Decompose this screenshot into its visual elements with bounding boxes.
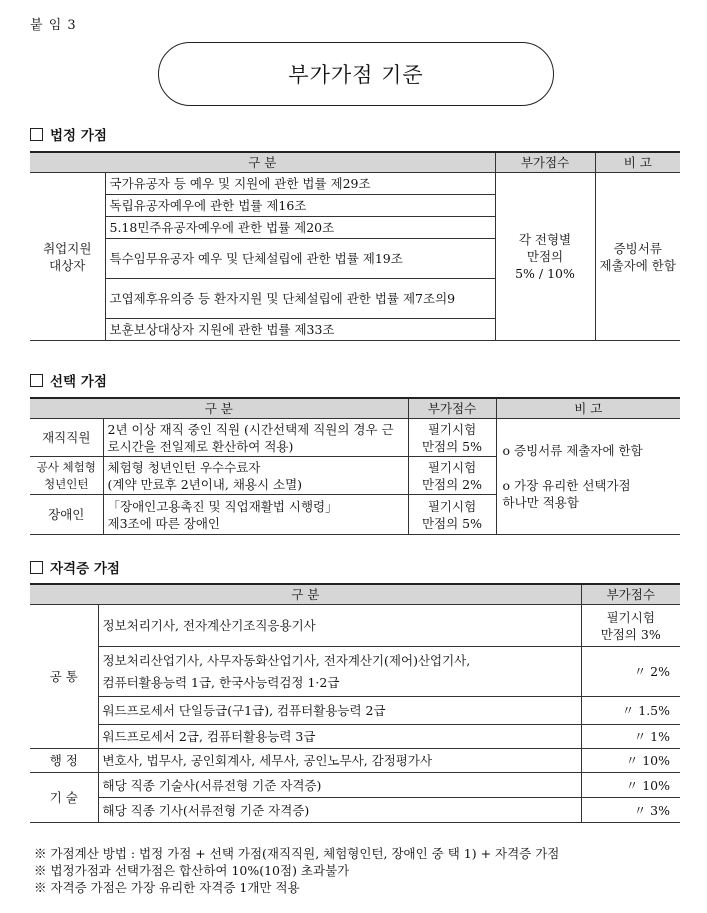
cert-row-desc: 변호사, 법무사, 공인회계사, 세무사, 공인노무사, 감정평가사 bbox=[98, 749, 581, 773]
cert-row-score: 〃 10% bbox=[581, 773, 680, 798]
optional-row-desc: 「장애인고용촉진 및 직업재활법 시행령」 제3조에 따른 장애인 bbox=[103, 495, 408, 535]
cert-row-desc: 워드프로세서 2급, 컴퓨터활용능력 3급 bbox=[98, 725, 581, 749]
cert-row-desc: 해당 직종 기사(서류전형 기준 자격증) bbox=[98, 798, 581, 823]
legal-header-score: 부가점수 bbox=[495, 152, 595, 173]
footnote: ※ 자격증 가점은 가장 유리한 자격증 1개만 적용 bbox=[34, 880, 300, 895]
legal-law-item: 5.18민주유공자예우에 관한 법률 제20조 bbox=[105, 217, 495, 239]
cert-row-score: 필기시험 만점의 3% bbox=[581, 605, 680, 647]
optional-row-desc: 체험형 청년인턴 우수수료자 (계약 만료후 2년이내, 채용시 소멸) bbox=[103, 457, 408, 495]
legal-header-note: 비 고 bbox=[595, 152, 680, 173]
section-optional-title: 선택 가점 bbox=[50, 374, 107, 390]
cert-row-desc: 정보처리기사, 전자계산기조직응용기사 bbox=[98, 605, 581, 647]
cert-row-desc: 워드프로세서 단일등급(구1급), 컴퓨터활용능력 2급 bbox=[98, 697, 581, 725]
section-cert-title: 자격증 가점 bbox=[50, 561, 120, 577]
attachment-label: 붙 임 3 bbox=[30, 18, 77, 33]
optional-header-note: 비 고 bbox=[496, 398, 680, 419]
optional-row-category: 재직직원 bbox=[30, 419, 103, 457]
section-cert-heading bbox=[30, 557, 120, 577]
optional-row-score: 필기시험 만점의 5% bbox=[408, 495, 496, 535]
legal-note: 증빙서류 제출자에 한함 bbox=[595, 173, 680, 341]
legal-header-category: 구 분 bbox=[30, 152, 495, 173]
optional-row-category: 장애인 bbox=[30, 495, 103, 535]
optional-table bbox=[30, 397, 680, 535]
cert-row-desc: 해당 직종 기술사(서류전형 기준 자격증) bbox=[98, 773, 581, 798]
cert-row-desc: 정보처리산업기사, 사무자동화산업기사, 전자계산기(제어)산업기사, 컴퓨터활용능력 1급, 한국사능력검정 1·2급 bbox=[98, 647, 581, 697]
legal-law-item: 고엽제후유의증 등 환자지원 및 단체설립에 관한 법률 제7조의9 bbox=[105, 279, 495, 319]
checkbox-square-icon bbox=[30, 561, 43, 574]
footnote: ※ 법정가점과 선택가점은 합산하여 10%(10점) 초과불가 bbox=[34, 863, 350, 878]
optional-row-score: 필기시험 만점의 2% bbox=[408, 457, 496, 495]
optional-row-score: 필기시험 만점의 5% bbox=[408, 419, 496, 457]
cert-common-label: 공 통 bbox=[30, 605, 98, 749]
legal-law-item: 특수임무유공자 예우 및 단체설립에 관한 법률 제19조 bbox=[105, 239, 495, 279]
optional-note-cell bbox=[496, 419, 680, 535]
legal-score: 각 전형별 만점의 5% / 10% bbox=[495, 173, 595, 341]
optional-note-evidence: o 증빙서류 제출자에 한함 bbox=[502, 443, 643, 458]
optional-header-category: 구 분 bbox=[30, 398, 408, 419]
footnote: ※ 가점계산 방법 : 법정 가점 + 선택 가점(재직직원, 체험형인턴, 장애인 중 택 1) + 자격증 가점 bbox=[34, 846, 560, 861]
cert-table bbox=[30, 583, 680, 823]
optional-note-choose-one: o 가장 유리한 선택가점 하나만 적용함 bbox=[502, 478, 631, 510]
section-legal-title: 법정 가점 bbox=[50, 128, 107, 144]
section-legal-heading bbox=[30, 124, 107, 144]
optional-header-score: 부가점수 bbox=[408, 398, 496, 419]
optional-row-desc: 2년 이상 재직 중인 직원 (시간선택제 직원의 경우 근로시간을 전일제로 환산하여 적용) bbox=[103, 419, 408, 457]
cert-tech-label: 기 술 bbox=[30, 773, 98, 823]
checkbox-square-icon bbox=[30, 128, 43, 141]
page-title: 부가가점 기준 bbox=[158, 42, 554, 106]
cert-row-score: 〃 1% bbox=[581, 725, 680, 749]
legal-law-item: 보훈보상대상자 지원에 관한 법률 제33조 bbox=[105, 319, 495, 341]
section-optional-heading bbox=[30, 370, 107, 390]
legal-law-item: 독립유공자예우에 관한 법률 제16조 bbox=[105, 195, 495, 217]
legal-group-label: 취업지원 대상자 bbox=[30, 173, 105, 341]
legal-law-item: 국가유공자 등 예우 및 지원에 관한 법률 제29조 bbox=[105, 173, 495, 195]
cert-row-score: 〃 2% bbox=[581, 647, 680, 697]
footnotes bbox=[34, 845, 559, 896]
cert-header-score: 부가점수 bbox=[581, 584, 680, 605]
cert-row-score: 〃 1.5% bbox=[581, 697, 680, 725]
legal-table bbox=[30, 151, 680, 341]
cert-row-score: 〃 10% bbox=[581, 749, 680, 773]
optional-row-category: 공사 체험형 청년인턴 bbox=[30, 457, 103, 495]
cert-header-category: 구 분 bbox=[30, 584, 581, 605]
cert-admin-label: 행 정 bbox=[30, 749, 98, 773]
cert-row-score: 〃 3% bbox=[581, 798, 680, 823]
checkbox-square-icon bbox=[30, 374, 43, 387]
